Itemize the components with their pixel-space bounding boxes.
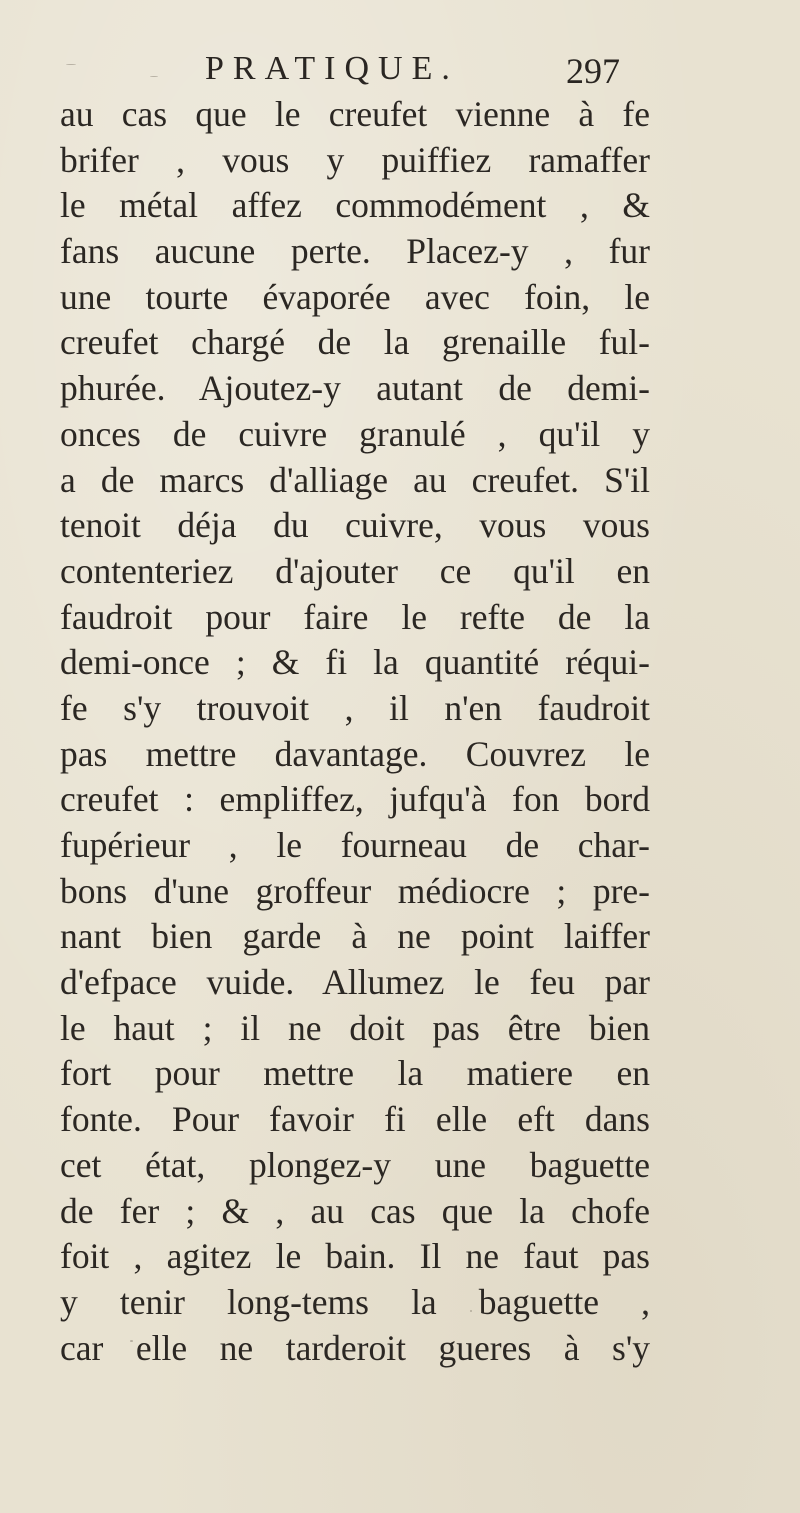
paper-speck [470, 1310, 472, 1312]
text-line: y tenir long-tems la baguette , [60, 1281, 650, 1322]
text-line: nant bien garde à ne point laiffer [60, 916, 650, 957]
text-line: faudroit pour faire le refte de la [60, 596, 650, 637]
text-line: foit , agitez le bain. Il ne faut pas [60, 1236, 650, 1277]
text-line: onces de cuivre granulé , qu'il y [60, 413, 650, 454]
text-line: phurée. Ajoutez-y autant de demi- [60, 368, 650, 409]
body-text [60, 92, 650, 1371]
text-line: fans aucune perte. Placez-y , fur [60, 231, 650, 272]
text-line: tenoit déja du cuivre, vous vous [60, 505, 650, 546]
text-line: fort pour mettre la matiere en [60, 1053, 650, 1094]
page-header [0, 44, 800, 96]
running-head: PRATIQUE. [205, 50, 459, 87]
text-line: a de marcs d'alliage au creufet. S'il [60, 459, 650, 500]
text-line: demi-once ; & fi la quantité réqui- [60, 642, 650, 683]
text-line: de fer ; & , au cas que la chofe [60, 1190, 650, 1231]
text-line: contenteriez d'ajouter ce qu'il en [60, 550, 650, 591]
text-line: creufet : empliffez, jufqu'à fon bord [60, 779, 650, 820]
paper-speck [150, 76, 158, 77]
text-line: cet état, plongez-y une baguette [60, 1144, 650, 1185]
text-line: fe s'y trouvoit , il n'en faudroit [60, 687, 650, 728]
text-line: fonte. Pour favoir fi elle eft dans [60, 1099, 650, 1140]
page-number: 297 [566, 51, 620, 91]
text-line: une tourte évaporée avec foin, le [60, 276, 650, 317]
text-line: pas mettre davantage. Couvrez le [60, 733, 650, 774]
text-line: le métal affez commodément , & [60, 185, 650, 226]
text-line: car elle ne tarderoit gueres à s'y [60, 1327, 650, 1368]
text-line: d'efpace vuide. Allumez le feu par [60, 962, 650, 1003]
text-line: creufet chargé de la grenaille ful- [60, 322, 650, 363]
text-line: fupérieur , le fourneau de char- [60, 825, 650, 865]
text-line: le haut ; il ne doit pas être bien [60, 1007, 650, 1048]
text-line: brifer , vous y puiffiez ramaffer [60, 139, 650, 180]
paper-speck [66, 64, 76, 65]
text-line: au cas que le creufet vienne à fe [60, 94, 650, 134]
text-line: bons d'une groffeur médiocre ; pre- [60, 870, 650, 911]
paper-speck [130, 1340, 133, 1342]
